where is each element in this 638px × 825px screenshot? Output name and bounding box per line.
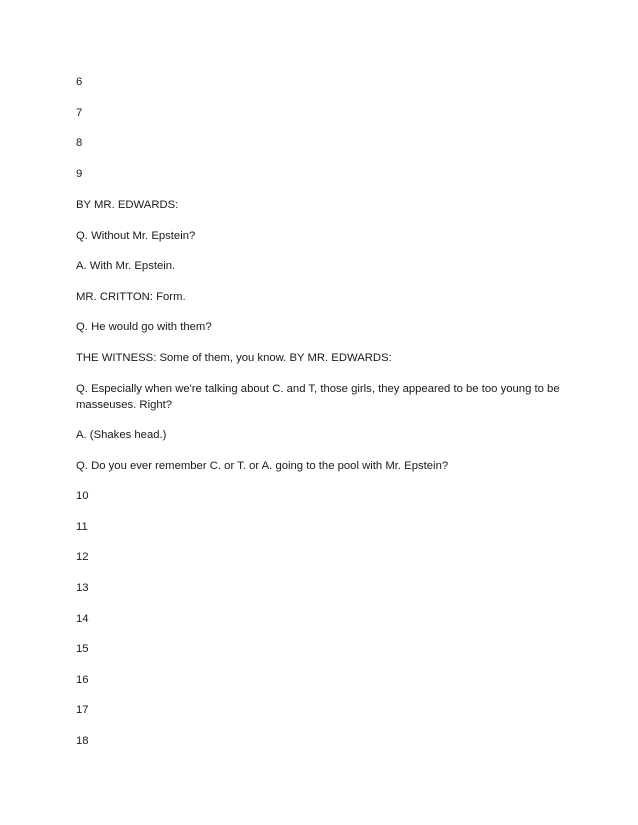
line-number: 10 <box>76 490 89 502</box>
line-number: 9 <box>76 168 83 180</box>
witness-text: THE WITNESS: Some of them, you know. BY MR. EDWARDS: <box>76 352 392 364</box>
line-number: 15 <box>76 643 89 655</box>
question-text: Q. Without Mr. Epstein? <box>76 230 196 242</box>
line-number: 17 <box>76 704 89 716</box>
line-number: 6 <box>76 76 83 88</box>
line-number: 16 <box>76 674 89 686</box>
line-number: 18 <box>76 735 89 747</box>
line-number: 8 <box>76 137 83 149</box>
question-text: Q. Do you ever remember C. or T. or A. going to the pool with Mr. Epstein? <box>76 460 449 472</box>
answer-text: A. With Mr. Epstein. <box>76 260 176 272</box>
line-number: 12 <box>76 551 89 563</box>
question-text: Q. He would go with them? <box>76 321 212 333</box>
question-text: Q. Especially when we're talking about C. and T, those girls, they appeared to be too young to be masseuses. Right? <box>76 383 560 411</box>
line-number: 11 <box>76 521 88 533</box>
line-number: 13 <box>76 582 89 594</box>
objection-text: MR. CRITTON: Form. <box>76 291 186 303</box>
line-number: 7 <box>76 107 83 119</box>
examiner-heading: BY MR. EDWARDS: <box>76 199 179 211</box>
line-number: 14 <box>76 613 89 625</box>
answer-text: A. (Shakes head.) <box>76 429 167 441</box>
